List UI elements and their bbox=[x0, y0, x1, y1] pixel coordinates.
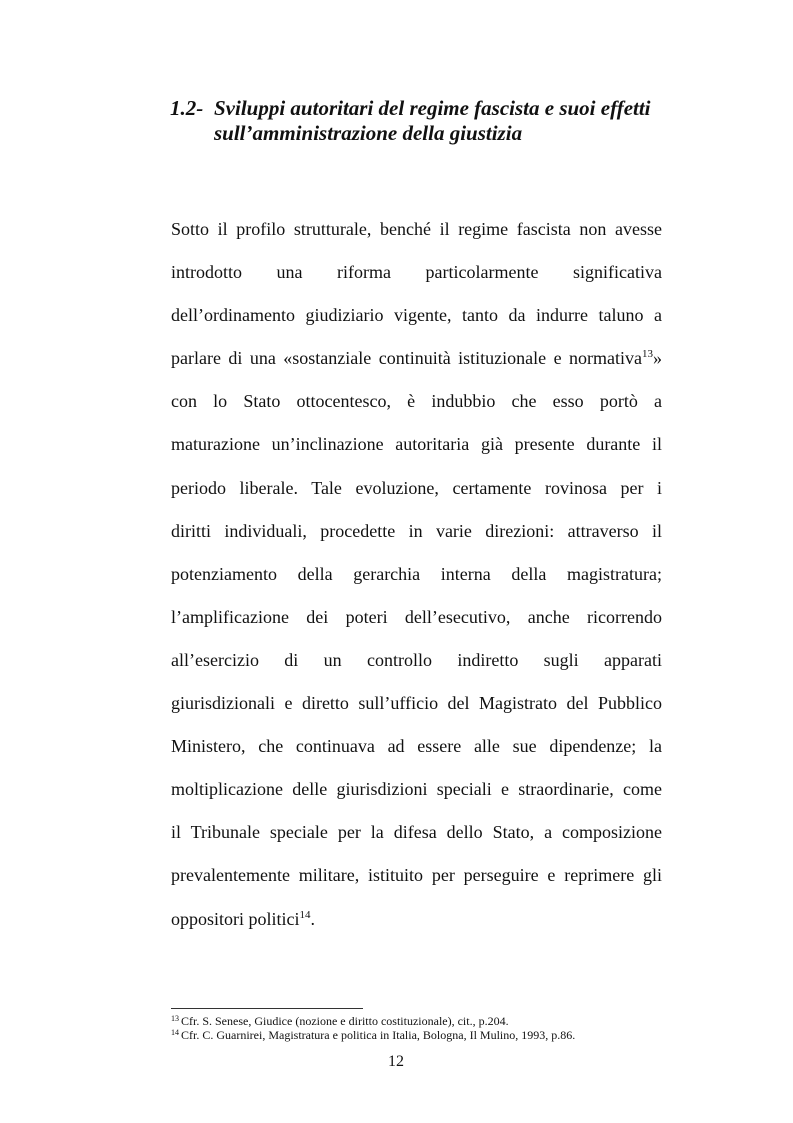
paragraph-line: l’amplificazione dei poteri dell’esecutivo, anche ricorrendo bbox=[171, 606, 662, 627]
paragraph-line bbox=[171, 337, 662, 380]
paragraph-line-text: oppositori politici bbox=[171, 908, 300, 929]
paragraph-line: prevalentemente militare, istituito per perseguire e reprimere gli bbox=[171, 865, 662, 886]
section-number: 1.2- bbox=[170, 96, 204, 120]
footnotes bbox=[171, 1014, 671, 1042]
footnote-number: 14 bbox=[171, 1028, 179, 1037]
paragraph-line: con lo Stato ottocentesco, è indubbio che esso portò a bbox=[171, 391, 662, 412]
paragraph-line-text: parlare di una «sostanziale continuità istituzionale e normativa bbox=[171, 348, 642, 369]
paragraph-line: giurisdizionali e diretto sull’ufficio del Magistrato del Pubblico bbox=[171, 693, 662, 714]
paragraph-line: all’esercizio di un controllo indiretto sugli apparati bbox=[171, 649, 662, 670]
paragraph-line: Sotto il profilo strutturale, benché il regime fascista non avesse bbox=[171, 219, 662, 239]
final-period: . bbox=[310, 908, 315, 929]
section-title-line-2: sull’amministrazione della giustizia bbox=[214, 121, 523, 145]
footnote-text: Cfr. C. Guarnirei, Magistratura e politica in Italia, Bologna, Il Mulino, 1993, p.86. bbox=[181, 1028, 576, 1042]
section-title-line-1: Sviluppi autoritari del regime fascista e suoi effetti bbox=[214, 96, 651, 120]
paragraph-line: periodo liberale. Tale evoluzione, certamente rovinosa per i bbox=[171, 477, 662, 498]
footnote-14 bbox=[171, 1028, 671, 1042]
paragraph-line: potenziamento della gerarchia interna della magistratura; bbox=[171, 563, 662, 584]
section-heading bbox=[170, 96, 670, 146]
page-number: 12 bbox=[388, 1053, 404, 1070]
footnote-ref-14[interactable]: 14 bbox=[299, 908, 311, 921]
paragraph-line: diritti individuali, procedette in varie direzioni: attraverso il bbox=[171, 520, 662, 541]
paragraph-line: moltiplicazione delle giurisdizioni speciali e straordinarie, come bbox=[171, 779, 662, 800]
paragraph-line bbox=[171, 898, 662, 941]
footnote-ref-13[interactable]: 13 bbox=[642, 348, 653, 361]
footnote-number: 13 bbox=[171, 1014, 179, 1023]
footnote-text: Cfr. S. Senese, Giudice (nozione e diritto costituzionale), cit., p.204. bbox=[181, 1014, 509, 1028]
paragraph-line: maturazione un’inclinazione autoritaria già presente durante il bbox=[171, 434, 662, 455]
paragraph-line: introdotto una riforma particolarmente significativa bbox=[171, 262, 662, 283]
body-paragraph bbox=[171, 208, 662, 941]
paragraph-line: il Tribunale speciale per la difesa dello Stato, a composizione bbox=[171, 822, 662, 843]
paragraph-line: dell’ordinamento giudiziario vigente, tanto da indurre taluno a bbox=[171, 305, 662, 326]
paragraph-line: Ministero, che continuava ad essere alle sue dipendenze; la bbox=[171, 736, 662, 757]
closing-quote: » bbox=[653, 348, 662, 369]
footnote-separator bbox=[171, 1008, 363, 1009]
footnote-13 bbox=[171, 1014, 671, 1028]
